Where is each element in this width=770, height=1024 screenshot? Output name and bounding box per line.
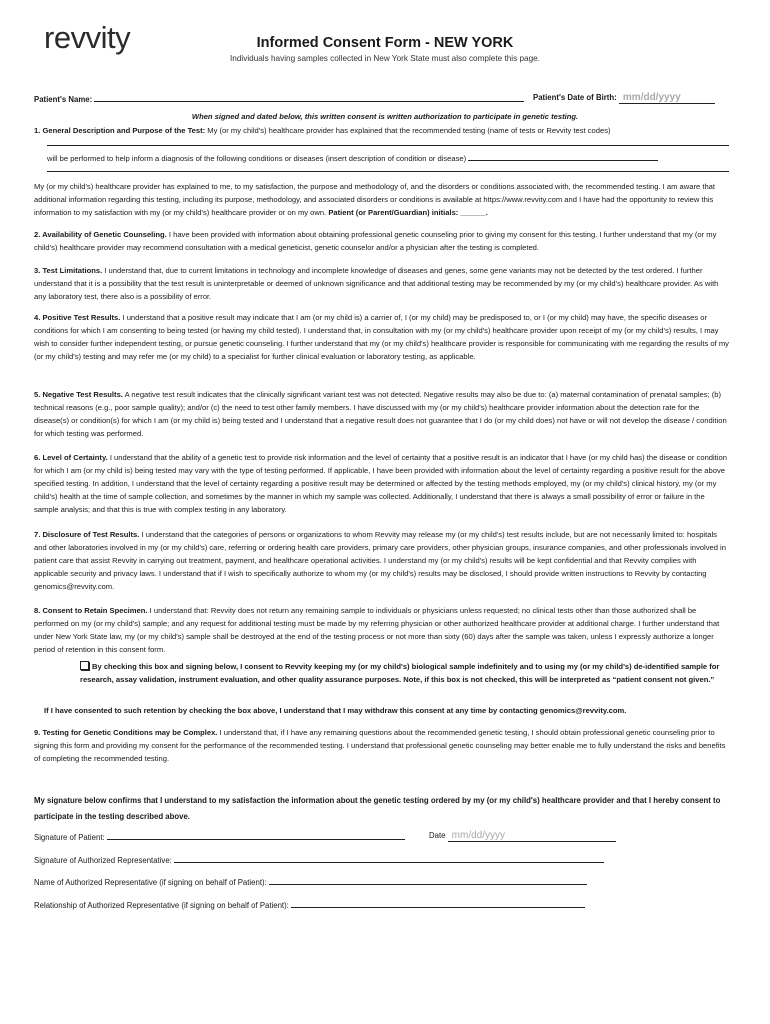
section-1-text-2: will be performed to help inform a diagnosis of the following conditions or diseases (insert description of condition or disease) xyxy=(47,154,467,163)
section-8-text: I understand that: Revvity does not return any remaining sample to individuals or physicians unless requested; no clinical tests other than those authorized shall be performed on my (or my child's) sample; and any request for additional testing must be made by my referring physician or other authorized healthcare provider at additional charge. I further understand that under New York State law, my (or my child's) sample shall be destroyed at the end of the testing process or not more than sixty (60) days after the sample was taken, unless I expressly authorize a longer period of retention in this consent form. xyxy=(34,606,720,654)
patient-name-label: Patient's Name: xyxy=(34,95,93,104)
section-6-text: I understand that the ability of a genetic test to provide risk information and the level of certainty that a positive result is an indicator that I have (or my child has) the disease or condition for which I am (or my child is) being tested may vary with the type of testing performed. If applicable, I have been provided with information about the level of certainty regarding a positive result for the above specified testing. In addition, I understand that the level of certainty regarding a positive result may be determined or affected by the testing methods employed, my (or my child's) clinical history, my (or my child's) health at the time of sample collection, and sometimes by the manner in which my sample was collected. Additionally, I understand that there is always a small possibility of error or failure in the sample analysis; and that this is true with complex testing in any laboratory. xyxy=(34,453,727,514)
section-9-title: 9. Testing for Genetic Conditions may be Complex. xyxy=(34,728,218,737)
date-field[interactable]: mm/dd/yyyy xyxy=(448,830,616,842)
form-subtitle: Individuals having samples collected in New York State must also complete this page. xyxy=(230,54,540,63)
rep-signature-field[interactable] xyxy=(174,854,604,863)
section-7-title: 7. Disclosure of Test Results. xyxy=(34,530,140,539)
section-1-text: My (or my child's) healthcare provider has explained that the recommended testing (name of tests or Revvity test codes) xyxy=(205,126,611,135)
rep-relationship-field[interactable] xyxy=(291,899,585,908)
section-8-title: 8. Consent to Retain Specimen. xyxy=(34,606,148,615)
patient-dob-field[interactable]: mm/dd/yyyy xyxy=(619,92,715,104)
section-5-title: 5. Negative Test Results. xyxy=(34,390,123,399)
section-5-text: A negative test result indicates that the clinically significant variant test was not detected. Negative results may also be due to: (a) maternal contamination of prenatal samples; (b) technical reasons (e.g., poor sample quality); and/or (c) the need to test other family members. I have discussed with my (or my child's) healthcare provider information about the detection rate for the disease(s) or condition(s) for which I am (or my child is) being tested and I understand that a negative result does not guarantee that I do (or my child does) not have or will not develop the disease / condition for which testing was performed. xyxy=(34,390,727,438)
patient-signature-row xyxy=(34,831,405,844)
patient-dob-row xyxy=(533,91,715,104)
retention-consent-row xyxy=(80,660,730,686)
section-6 xyxy=(34,451,729,516)
section-4-title: 4. Positive Test Results. xyxy=(34,313,121,322)
section-2-text: I have been provided with information about obtaining professional genetic counseling prior to giving my consent for this testing. I further understand that my (or my child's) healthcare provider may recommend consultation with a medical geneticist, genetic counselor and/or a physician after the testing is completed. xyxy=(34,230,717,252)
rep-relationship-label: Relationship of Authorized Representative (if signing on behalf of Patient): xyxy=(34,901,289,910)
section-1-para: My (or my child's) healthcare provider has explained to me, to my satisfaction, the purpose and methodology of, and the disorders or conditions associated with, the recommended testing. I am aware that additional information regarding this testing, including its purpose, methodology, and associated disorders or conditions is available at https://www.revvity.com and I have had the opportunity to review this information to my satisfaction with my (or my child's) healthcare provider or on my own. xyxy=(34,182,716,217)
date-row xyxy=(429,829,616,842)
initials-field[interactable]: Patient (or Parent/Guardian) initials: ______. xyxy=(328,208,488,217)
section-2 xyxy=(34,228,729,254)
patient-dob-label: Patient's Date of Birth: xyxy=(533,93,617,102)
section-1-paragraph xyxy=(34,180,729,219)
withdraw-consent: If I have consented to such retention by checking the box above, I understand that I may withdraw this consent at any time by contacting genomics@revvity.com. xyxy=(44,706,627,715)
section-7 xyxy=(34,528,729,593)
rep-signature-label: Signature of Authorized Representative: xyxy=(34,856,172,865)
section-4-text: I understand that a positive result may indicate that I am (or my child is) a carrier of, I (or my child) may be predisposed to, or I (or my child) may have, the specific diseases or conditions for which I am consenting to being tested (or having my child tested). I understand that, in consultation with my (or my child's) healthcare provider upon receipt of my (or my child's) results, I may wish to consider further independent testing, or pursue genetic counseling. I further understand that my (or my child's) healthcare provider is responsible for communicating with me regarding the results of my (or my child's) testing and may refer me (or my child) to a specialist for further clinical evaluation or laboratory testing, as applicable. xyxy=(34,313,729,361)
retention-consent-text: By checking this box and signing below, I consent to Revvity keeping my (or my child's) biological sample indefinitely and to using my (or my child's) de-identified sample for research, assay validation, instrument evaluation, and other quality assurance purposes. Note, if this box is not checked, this will be interpreted as “patient consent not given.” xyxy=(80,662,720,684)
test-name-field[interactable] xyxy=(47,145,729,146)
section-3-text: I understand that, due to current limitations in technology and incomplete knowledge of diseases and genes, some gene variants may not be detected by the test ordered. I further understand that it is a possibility that the test result is uninterpretable or deemed of unknown significance and that additional testing may be recommended by my (or my child's) healthcare provider. As with any laboratory test, there also is a possibility of error. xyxy=(34,266,719,301)
closing-statement: My signature below confirms that I understand to my satisfaction the information about the genetic testing ordered by my (or my child's) healthcare provider and that I hereby consent to participate in the testing described above. xyxy=(34,796,721,821)
patient-signature-label: Signature of Patient: xyxy=(34,833,105,842)
rep-name-row xyxy=(34,876,587,889)
section-4 xyxy=(34,311,729,363)
section-9-text: I understand that, if I have any remaining questions about the recommended genetic testing, I should obtain professional genetic counseling prior to signing this form and providing my consent for the performance of the recommended testing. I understand that professional genetic counseling may better enable me to fully understand the risks and benefits of completing the recommended testing. xyxy=(34,728,726,763)
section-1 xyxy=(34,124,729,178)
form-title: Informed Consent Form - NEW YORK xyxy=(256,35,514,51)
section-2-title: 2. Availability of Genetic Counseling. xyxy=(34,230,167,239)
rep-name-field[interactable] xyxy=(269,876,587,885)
section-5 xyxy=(34,388,729,440)
date-label: Date xyxy=(429,831,446,840)
patient-signature-field[interactable] xyxy=(107,831,405,840)
condition-field[interactable] xyxy=(468,152,658,161)
revvity-logo: revvity xyxy=(44,20,131,55)
section-6-title: 6. Level of Certainty. xyxy=(34,453,108,462)
section-1-title: 1. General Description and Purpose of the Test: xyxy=(34,126,206,135)
patient-name-field[interactable] xyxy=(94,93,524,102)
retention-consent-checkbox[interactable] xyxy=(80,661,89,670)
consent-notice: When signed and dated below, this written consent is written authorization to participate in genetic testing. xyxy=(191,112,579,121)
condition-field-continued[interactable] xyxy=(47,171,729,172)
section-3 xyxy=(34,264,729,303)
section-9 xyxy=(34,726,729,765)
rep-name-label: Name of Authorized Representative (if signing on behalf of Patient): xyxy=(34,878,267,887)
section-3-title: 3. Test Limitations. xyxy=(34,266,103,275)
patient-name-row xyxy=(34,93,524,106)
section-8 xyxy=(34,604,729,656)
rep-relationship-row xyxy=(34,899,585,912)
section-7-text: I understand that the categories of persons or organizations to whom Revvity may release my (or my child's) test results include, but are not necessarily limited to: hospitals and other laboratories involved in my (or my child's) care, referring or ordering health care providers, primary care providers, other physician groups, insurance companies, and other professionals involved in patient care that assist Revvity in carrying out treatment, payment, and healthcare operational activities. I understand my (or my child's) results will be kept confidential and that Revvity complies with applicable security and privacy laws. I understand that if I wish to specifically authorize to whom my (or my child's) results may be disclosed, I should provide written instructions to Revvity by contacting genomics@revvity.com. xyxy=(34,530,726,591)
rep-signature-row xyxy=(34,854,604,867)
